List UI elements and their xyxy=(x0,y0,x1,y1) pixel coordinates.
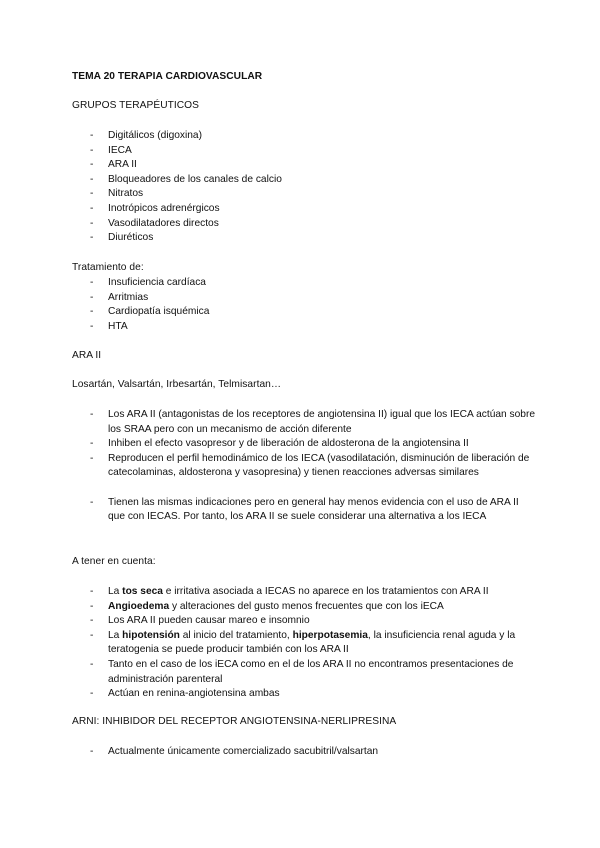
arni-heading: ARNI: INHIBIDOR DEL RECEPTOR ANGIOTENSINA-NERLIPRESINA xyxy=(72,716,397,727)
document-title: TEMA 20 TERAPIA CARDIOVASCULAR xyxy=(72,71,263,82)
treatment-heading: Tratamiento de: xyxy=(72,262,144,273)
document-page: TEMA 20 TERAPIA CARDIOVASCULAR GRUPOS TERAPÉUTICOS - Digitálicos (digoxina) - IECA - ARA II - Bloqueadores de los canales de calcio - Nitratos - Inotrópicos adrenérgicos - Vasodilatadores directos - Diuréticos Tratamiento de: - Insuficiencia cardíaca - Arritmias - Cardiopatía isquémica - HTA ARA II Losartán, Valsartán, Irbesartán, Telmisartan… - Los ARA II (antagonistas de los receptores de angiotensina II) igual que los IECA actúan sobre los SRAA pero con un mecanismo de acción diferente - Inhiben el efecto vasopresor y de liberación de aldosterona de la angiotensina II - Reproducen el perfil hemodinámico de los IECA (vasodilatación, disminución de liberación de catecolaminas, aldosterona y vasopresina) y tienen reacciones adversas similares - Tienen las mismas indicaciones pero en general hay menos evidencia con el uso de ARA II que con IECAS. Por tanto, los ARA II se suele considerar una alternativa a los IECA A tener en cuenta: - La tos seca e irritativa asociada a IECAS no aparece en los tratamientos con ARA II - Angioedema y alteraciones del gusto menos frecuentes que con los iECA - Los ARA II pueden causar mareo e insomnio - La hipotensión al inicio del tratamiento, hiperpotasemia, la insuficiencia renal aguda y la teratogenia se puede producir también con los ARA II - Tanto en el caso de los iECA como en el de los ARA II no encontramos presentaciones de administración parenteral - Actúan en renina-angiotensina ambas ARNI: INHIBIDOR DEL RECEPTOR ANGIOTENSINA-NERLIPRESINA - Actualmente únicamente comercializado sacubitril/valsartan xyxy=(72,71,536,757)
ara-heading: ARA II xyxy=(72,350,102,361)
groups-heading: GRUPOS TERAPÉUTICOS xyxy=(72,100,199,111)
note-heading: A tener en cuenta: xyxy=(72,556,156,567)
ara-drugs: Losartán, Valsartán, Irbesartán, Telmisartan… xyxy=(72,379,282,390)
